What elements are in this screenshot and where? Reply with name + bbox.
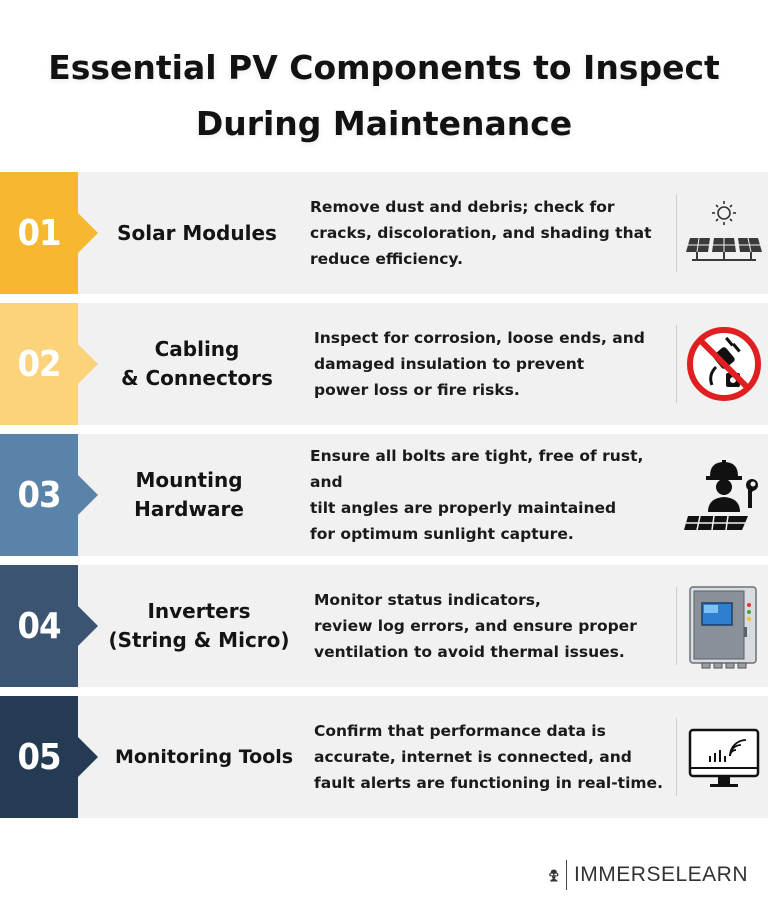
component-description	[314, 696, 676, 818]
brand-logo	[548, 853, 748, 897]
component-name-line: Hardware	[134, 497, 244, 521]
component-row-inverters	[0, 565, 768, 687]
component-row-monitoring-tools	[0, 696, 768, 818]
description-line: accurate, internet is connected, and	[314, 748, 632, 766]
component-row-solar-modules	[0, 172, 768, 294]
arrow-marker	[78, 737, 98, 777]
component-name	[100, 565, 298, 687]
description-line: fault alerts are functioning in real-time.	[314, 774, 663, 792]
component-name-line: (String & Micro)	[108, 628, 290, 652]
brand-name: IMMERSELEARN	[573, 863, 748, 886]
divider	[676, 325, 677, 403]
arrow-marker	[78, 213, 98, 253]
component-name-line: Mounting	[135, 468, 243, 492]
component-row-mounting-hardware	[0, 434, 768, 556]
description-line: Ensure all bolts are tight, free of rust, and	[310, 447, 644, 491]
number-badge: 02	[0, 303, 78, 425]
description-line: for optimum sunlight capture.	[310, 525, 574, 543]
component-description	[314, 565, 674, 687]
number-badge: 03	[0, 434, 78, 556]
arrow-marker	[78, 606, 98, 646]
component-description	[310, 172, 678, 294]
number-badge: 04	[0, 565, 78, 687]
number-badge: 05	[0, 696, 78, 818]
inverter-cabinet-icon	[682, 581, 766, 671]
vr-headset-person-icon	[548, 855, 560, 895]
page-title-line-1: Essential PV Components to Inspect	[48, 48, 720, 87]
description-line: Inspect for corrosion, loose ends, and	[314, 329, 645, 347]
component-name-line: Solar Modules	[117, 220, 277, 245]
component-name	[102, 696, 306, 818]
solar-panel-sun-icon	[682, 188, 766, 278]
page-title-line-2: During Maintenance	[195, 104, 573, 143]
component-name-line: Monitoring Tools	[114, 745, 294, 768]
component-name	[98, 303, 296, 425]
description-line: Remove dust and debris; check for	[310, 198, 615, 216]
component-description	[314, 303, 682, 425]
description-line: damaged insulation to prevent	[314, 355, 585, 373]
worker-wrench-icon	[682, 450, 766, 540]
no-plug-icon	[682, 319, 766, 409]
description-line: review log errors, and ensure proper	[314, 617, 637, 635]
description-line: Confirm that performance data is	[314, 722, 606, 740]
description-line: ventilation to avoid thermal issues.	[314, 643, 625, 661]
divider	[676, 718, 677, 796]
divider	[676, 587, 677, 665]
monitor-signal-icon	[682, 712, 766, 802]
divider	[676, 194, 677, 272]
component-name-line: & Connectors	[121, 366, 273, 390]
description-line: power loss or fire risks.	[314, 381, 520, 399]
description-line: tilt angles are properly maintained	[310, 499, 617, 517]
description-line: reduce efficiency.	[310, 250, 463, 268]
component-description	[310, 434, 674, 556]
arrow-marker	[78, 344, 98, 384]
description-line: cracks, discoloration, and shading that	[310, 224, 652, 242]
component-name	[90, 434, 288, 556]
description-line: Monitor status indicators,	[314, 591, 541, 609]
number-badge: 01	[0, 172, 78, 294]
component-name	[98, 172, 296, 294]
page-title	[0, 40, 768, 152]
component-name-line: Cabling	[154, 337, 240, 361]
component-name-line: Inverters	[147, 599, 251, 623]
component-row-cabling-connectors	[0, 303, 768, 425]
